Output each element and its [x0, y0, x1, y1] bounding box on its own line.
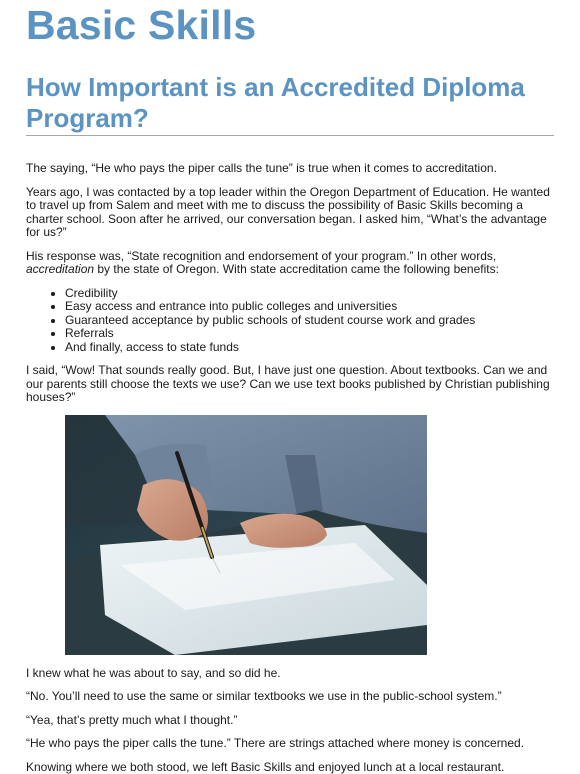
paragraph-strings: “He who pays the piper calls the tune.” There are strings attached where money is concerned.	[26, 736, 525, 750]
title-divider	[26, 135, 554, 136]
paragraph-question: I said, “Wow! That sounds really good. But, I have just one question. About textbooks. Can we and our parents still choose the texts we use? Can we use text books published by Christian publishing houses?”	[26, 363, 550, 404]
accreditation-emphasis: accreditation	[26, 262, 95, 276]
paragraph-contact: Years ago, I was contacted by a top leader within the Oregon Department of Education. He wanted to travel up from Salem and meet with me to discuss the possibility of Basic Skills becoming a charter school. Soon after he arrived, our conversation began. I asked him, “What’s the advantage for us?”	[26, 184, 550, 239]
article-title: How Important is an Accredited Diploma Program?	[26, 72, 525, 133]
list-item: • Referrals	[65, 327, 556, 341]
list-item: • Guaranteed acceptance by public schools of student course work and grades	[65, 314, 556, 328]
list-item: • Credibility	[65, 287, 556, 301]
paragraph-thought: “Yea, that’s pretty much what I thought.”	[26, 712, 238, 727]
response-text-b: by the state of Oregon. With state accreditation came the following benefits:	[94, 262, 499, 276]
brand-heading: Basic Skills	[26, 2, 257, 48]
paragraph-intro: The saying, “He who pays the piper calls the tune” is true when it comes to accreditation.	[26, 161, 497, 175]
article-body	[26, 162, 556, 774]
paragraph-response	[26, 250, 556, 277]
list-item: • Easy access and entrance into public colleges and universities	[65, 300, 556, 314]
response-text-a: His response was, “State recognition and endorsement of your program.” In other words,	[26, 248, 497, 263]
list-item: • And finally, access to state funds	[65, 341, 556, 355]
paragraph-answer: “No. You’ll need to use the same or similar textbooks we use in the public-school system.”	[26, 689, 502, 703]
article-photo	[65, 415, 427, 655]
writing-hand-photo	[65, 415, 427, 655]
benefits-list	[26, 287, 556, 355]
paragraph-lunch: Knowing where we both stood, we left Basic Skills and enjoyed lunch at a local restaurant.	[26, 759, 505, 774]
paragraph-knew: I knew what he was about to say, and so did he.	[26, 665, 281, 680]
